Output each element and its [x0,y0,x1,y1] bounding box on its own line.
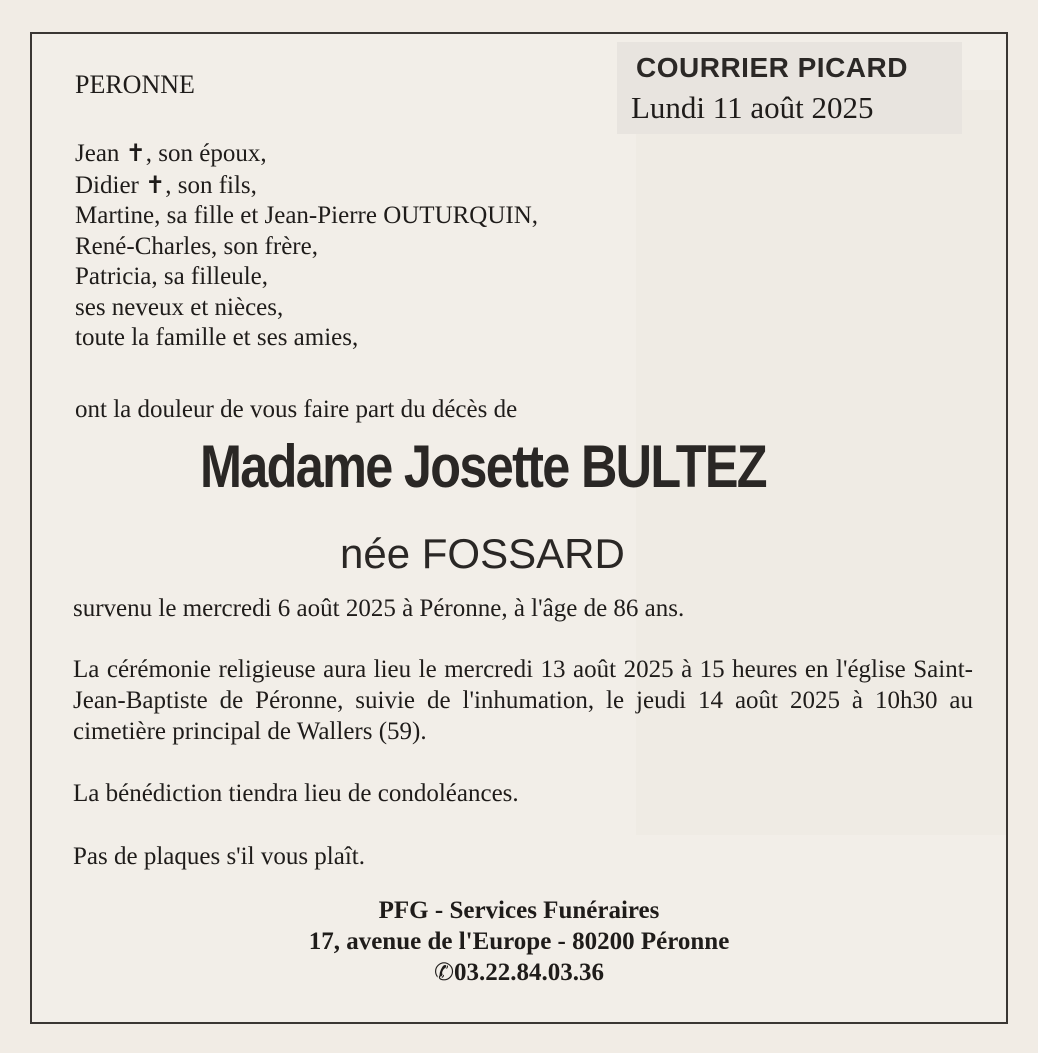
location-heading: PERONNE [75,70,195,99]
family-list [75,138,538,354]
announcement-intro: ont la douleur de vous faire part du décès de [75,396,518,423]
cross-icon: ✝ [125,139,146,167]
family-member: Didier ✝, son fils, [75,170,257,199]
maiden-name: née FOSSARD [340,530,625,577]
family-member: Patricia, sa filleule, [75,263,268,290]
publication-date: Lundi 11 août 2025 [631,90,874,125]
funeral-home-name: PFG - Services Funéraires [378,897,660,924]
ceremony-details: La cérémonie religieuse aura lieu le mercredi 13 août 2025 à 15 heures en l'église Saint-Jean-Baptiste de Péronne, suivie de l'inhumation, le jeudi 14 août 2025 à 10h30 au cimetière principal de Wallers (59). [73,656,973,745]
funeral-home-address: 17, avenue de l'Europe - 80200 Péronne [308,928,730,955]
family-member: René-Charles, son frère, [75,232,318,260]
newspaper-name: COURRIER PICARD [636,52,908,83]
phone-icon: ✆ [433,958,455,986]
family-member: ses neveux et nièces, [75,293,284,321]
death-details: survenu le mercredi 6 août 2025 à Péronne, à l'âge de 86 ans. [73,595,685,622]
deceased-name: Madame Josette BULTEZ [200,433,766,500]
no-plaques-note: Pas de plaques s'il vous plaît. [73,843,365,870]
family-member: toute la famille et ses amies, [75,324,359,351]
family-member: Jean ✝, son époux, [75,139,267,167]
family-member: Martine, sa fille et Jean-Pierre OUTURQUIN, [75,202,539,229]
funeral-home-phone: ✆03.22.84.03.36 [433,958,605,986]
cross-icon: ✝ [145,170,166,199]
blessing-note: La bénédiction tiendra lieu de condoléances. [73,780,519,807]
